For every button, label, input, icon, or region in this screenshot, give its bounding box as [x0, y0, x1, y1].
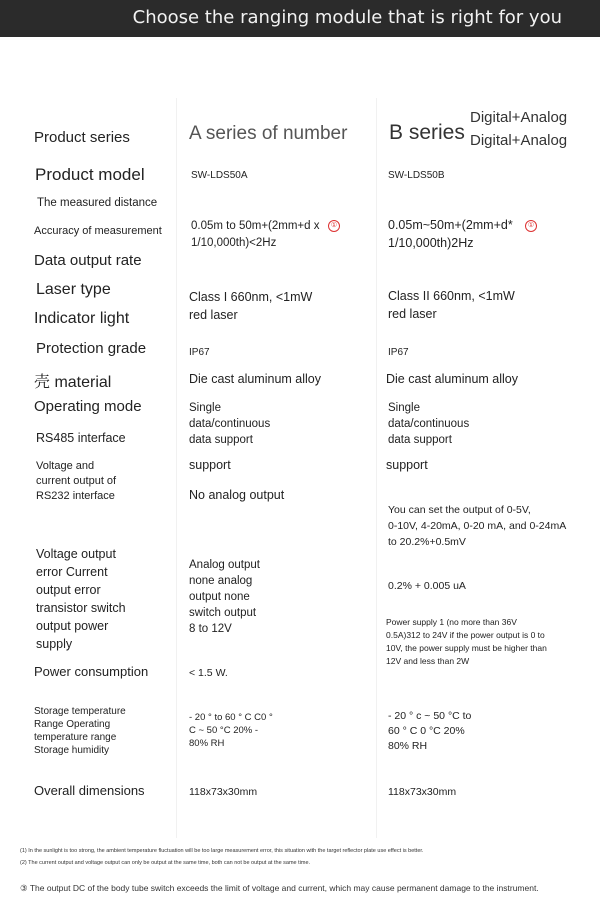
value-line: You can set the output of 0-5V,: [388, 504, 531, 516]
value-line: - 20 ° c ~ 50 °C to: [388, 710, 472, 722]
a-error-value: [189, 557, 260, 637]
b-dimensions-value: 118x73x30mm: [388, 786, 457, 798]
value-line: switch output: [189, 607, 257, 619]
footnote-1: (1) In the sunlight is too strong, the ambient temperature fluctuation will be too large measurement error, this situation with the target reflector plate use effect is better.: [20, 848, 424, 854]
value-line: 8 to 12V: [189, 623, 232, 635]
value-line: - 20 ° to 60 ° C C0 °: [189, 712, 273, 723]
value-line: Single: [388, 402, 420, 414]
indicator-light-label: Indicator light: [34, 310, 130, 327]
material-label: 壳 material: [34, 374, 112, 391]
a-dimensions-value: 118x73x30mm: [189, 786, 258, 798]
b-output-value: [388, 502, 566, 550]
voltage-output-error-label: [36, 545, 126, 653]
label-line: Storage humidity: [34, 745, 110, 756]
a-support-value: support: [189, 458, 231, 472]
data-output-rate-label: Data output rate: [34, 252, 142, 269]
value-line: 12V and less than 2W: [386, 656, 470, 666]
b-temperature-value: [388, 709, 471, 754]
page-title: Choose the ranging module that is right for you: [132, 7, 562, 28]
label-line: output error: [36, 583, 101, 597]
label-line: error Current: [36, 565, 108, 579]
b-power-supply-value: [386, 616, 547, 668]
b-error-value: 0.2% + 0.005 uA: [388, 580, 466, 592]
protection-grade-label: Protection grade: [36, 340, 147, 357]
value-line: Power supply 1 (no more than 36V: [386, 617, 517, 627]
value-line: 0-10V, 4-20mA, 0-20 mA, and 0-24mA: [388, 520, 567, 532]
label-line: temperature range: [34, 732, 117, 743]
a-material-value: Die cast aluminum alloy: [189, 372, 321, 386]
laser-type-label: Laser type: [36, 281, 111, 298]
b-series-heading: B series: [389, 121, 465, 144]
a-ip-value: IP67: [189, 347, 210, 358]
label-line: Voltage and: [36, 460, 95, 472]
value-line: Class II 660nm, <1mW: [388, 289, 515, 303]
value-line: 10V, the power supply must be higher than: [386, 643, 547, 653]
label-line: RS232 interface: [36, 490, 115, 502]
accuracy-label: Accuracy of measurement: [34, 225, 162, 237]
b-range-value: [388, 216, 513, 252]
a-laser-value: [189, 288, 312, 324]
label-line: Storage temperature: [34, 706, 126, 717]
b-laser-value: [388, 287, 515, 323]
a-analog-value: No analog output: [189, 488, 285, 502]
value-line: C ~ 50 °C 20% -: [189, 725, 259, 736]
value-line: Class I 660nm, <1mW: [189, 290, 313, 304]
value-line: red laser: [388, 307, 437, 321]
rs232-output-label: [36, 459, 116, 504]
value-line: 1/10,000th)<2Hz: [191, 237, 277, 249]
footnote-2: (2) The current output and voltage output can only be output at the same time, both can not be output at the same time.: [20, 860, 311, 866]
a-mode-value: [189, 400, 270, 448]
value-line: 80% RH: [388, 740, 428, 752]
value-line: 60 ° C 0 °C 20%: [388, 725, 465, 737]
power-consumption-label: Power consumption: [34, 664, 149, 679]
value-line: to 20.2%+0.5mV: [388, 536, 466, 548]
value-line: red laser: [189, 308, 238, 322]
storage-temperature-label: [34, 705, 126, 757]
value-line: Analog output: [189, 559, 260, 571]
column-divider: [376, 98, 377, 838]
label-line: Voltage output: [36, 547, 116, 561]
a-series-heading: A series of number: [189, 123, 348, 144]
value-line: none analog: [189, 575, 253, 587]
column-divider: [176, 98, 177, 838]
a-power-value: < 1.5 W.: [189, 667, 228, 679]
product-series-label: Product series: [34, 129, 130, 146]
operating-mode-label: Operating mode: [34, 398, 142, 415]
label-line: Range Operating: [34, 719, 111, 730]
b-material-value: Die cast aluminum alloy: [386, 372, 518, 386]
value-line: 0.5A)312 to 24V if the power output is 0 to: [386, 630, 545, 640]
a-model-value: SW-LDS50A: [191, 170, 248, 181]
footnote-3: ③ The output DC of the body tube switch exceeds the limit of voltage and current, which may cause permanent damage to the instrument.: [20, 883, 539, 893]
value-line: 1/10,000th)2Hz: [388, 236, 474, 250]
label-line: supply: [36, 637, 73, 651]
measured-distance-label: The measured distance: [37, 197, 158, 209]
value-line: data support: [189, 434, 253, 446]
value-line: 0.05m to 50m+(2mm+d x: [191, 220, 320, 232]
value-line: Single: [189, 402, 221, 414]
a-temperature-value: [189, 711, 273, 750]
b-mode-value: [388, 400, 469, 448]
label-line: output power: [36, 619, 109, 633]
a-range-value: [191, 218, 319, 252]
b-model-value: SW-LDS50B: [388, 170, 445, 181]
value-line: data/continuous: [189, 418, 271, 430]
value-line: data/continuous: [388, 418, 470, 430]
label-line: transistor switch: [36, 601, 126, 615]
value-line: 80% RH: [189, 738, 225, 749]
footnote-marker-1-icon: ①: [328, 220, 340, 232]
value-line: 0.05m~50m+(2mm+d*: [388, 218, 513, 232]
value-line: data support: [388, 434, 452, 446]
label-line: current output of: [36, 475, 117, 487]
footnote-marker-1-icon: ①: [525, 220, 537, 232]
rs485-label: RS485 interface: [36, 431, 126, 445]
b-support-value: support: [386, 458, 428, 472]
product-model-label: Product model: [35, 165, 145, 184]
b-series-tag: Digital+Analog: [470, 132, 568, 149]
b-ip-value: IP67: [388, 347, 409, 358]
b-series-tag: Digital+Analog: [470, 109, 568, 126]
title-banner: [0, 0, 600, 37]
overall-dimensions-label: Overall dimensions: [34, 783, 145, 798]
value-line: output none: [189, 591, 250, 603]
